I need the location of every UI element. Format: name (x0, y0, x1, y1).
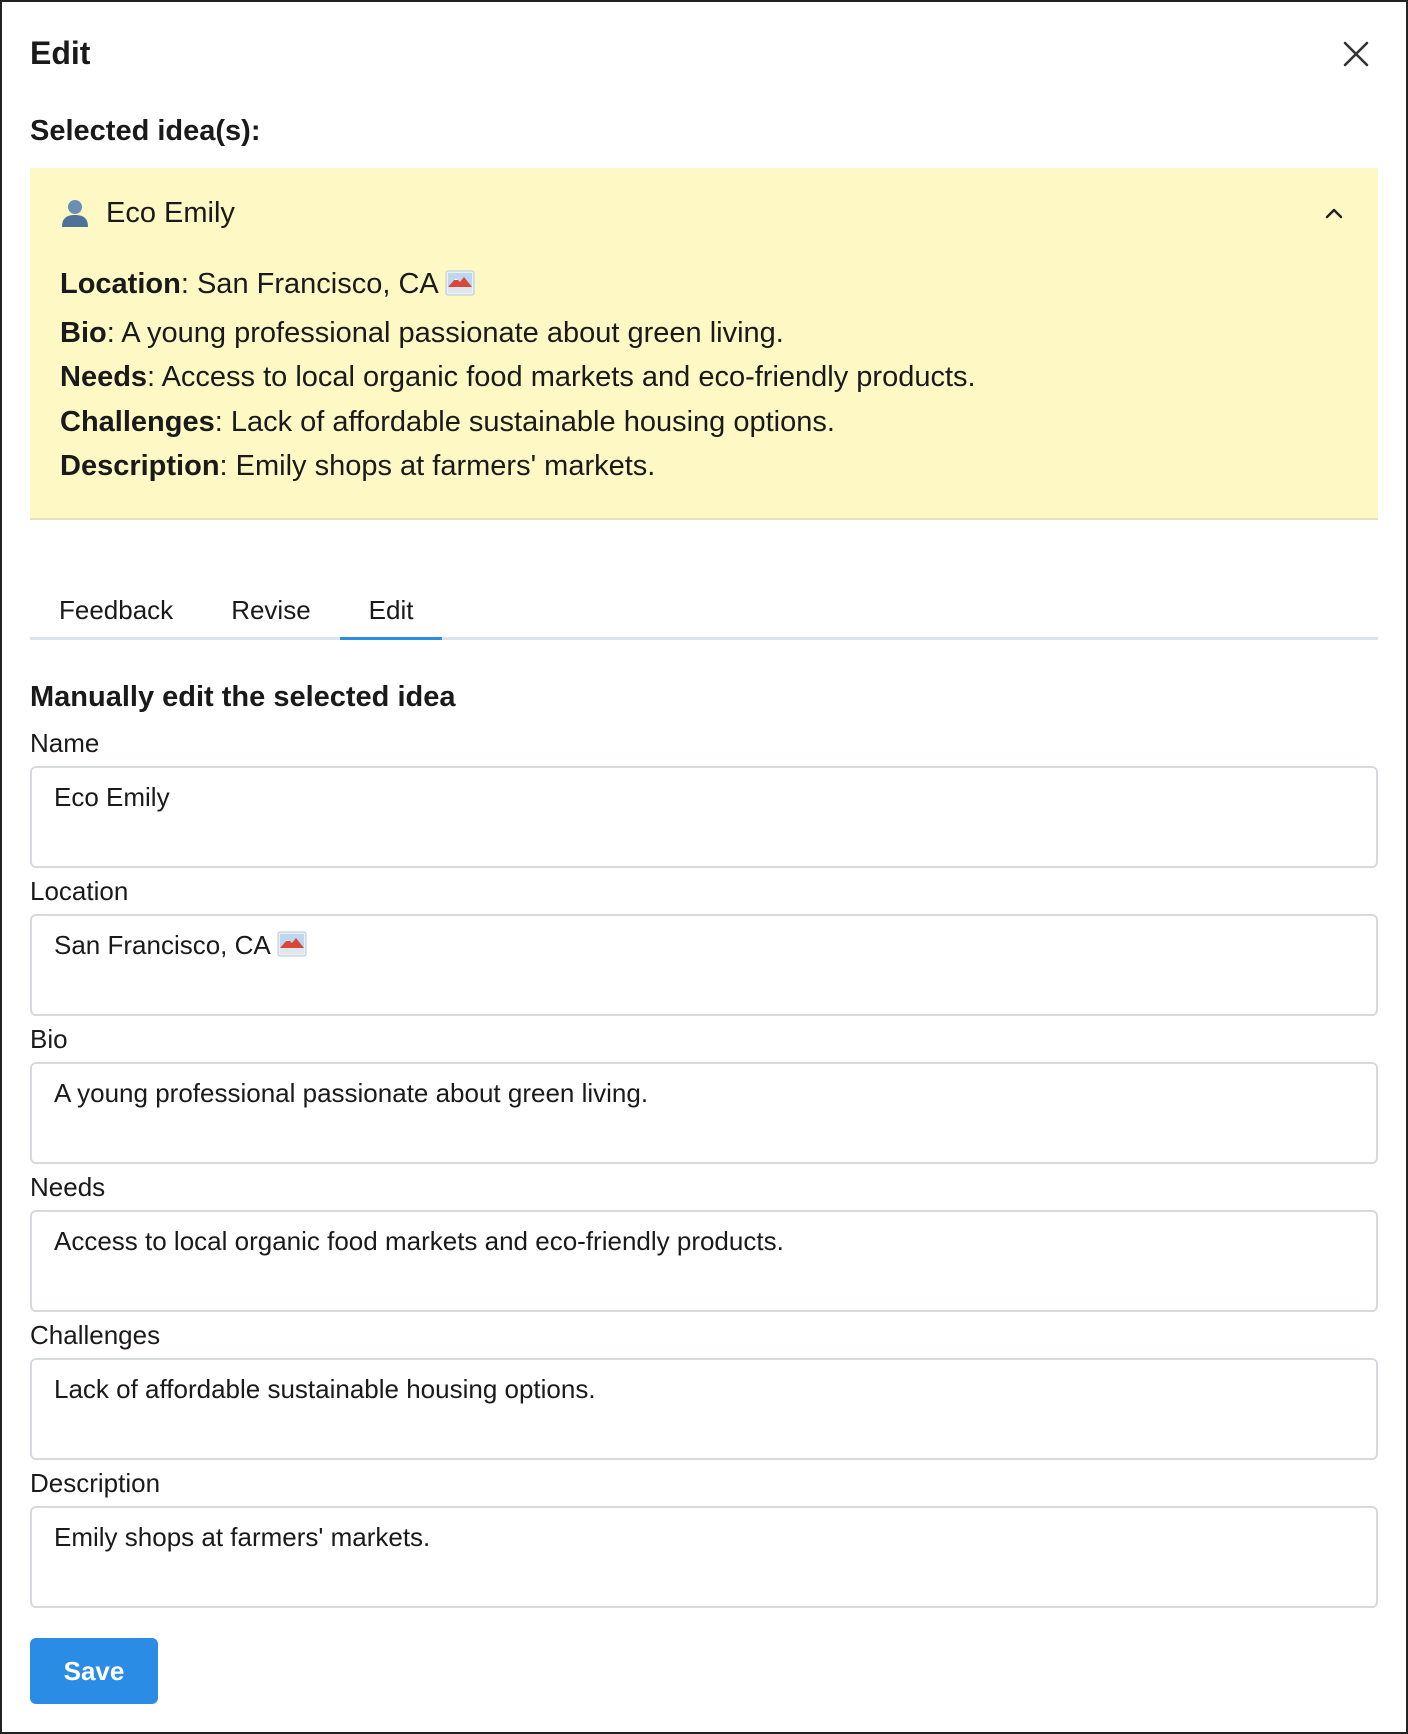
tab-revise[interactable]: Revise (231, 595, 311, 625)
location-label: Location (30, 876, 129, 906)
name-label: Name (30, 728, 100, 758)
dialog-title: Edit (30, 34, 91, 71)
needs-field[interactable]: Access to local organic food markets and eco-friendly products. (30, 1210, 1378, 1312)
idea-challenges: Challenges: Lack of affordable sustainable housing options. (60, 405, 835, 438)
challenges-label: Challenges (30, 1320, 161, 1350)
user-icon (60, 198, 90, 228)
description-field[interactable]: Emily shops at farmers' markets. (30, 1506, 1378, 1608)
selected-ideas-heading: Selected idea(s): (30, 115, 261, 147)
close-icon (1343, 41, 1369, 67)
idea-card-header[interactable] (60, 168, 1348, 258)
bio-label: Bio (30, 1024, 68, 1054)
bio-field[interactable]: A young professional passionate about green living. (30, 1062, 1378, 1164)
challenges-field[interactable]: Lack of affordable sustainable housing options. (30, 1358, 1378, 1460)
save-button[interactable]: Save (30, 1638, 158, 1704)
name-field[interactable]: Eco Emily (30, 766, 1378, 868)
needs-label: Needs (30, 1172, 106, 1202)
tab-bar (30, 584, 1378, 640)
tab-feedback[interactable]: Feedback (59, 595, 174, 625)
idea-needs: Needs: Access to local organic food markets and eco-friendly products. (60, 361, 976, 393)
idea-bio: Bio: A young professional passionate about green living. (60, 316, 784, 349)
idea-details (60, 258, 1348, 489)
idea-card (30, 168, 1378, 520)
map-emoji-icon (445, 266, 475, 311)
chevron-up-icon (1324, 206, 1344, 220)
dialog-header (30, 2, 1378, 106)
close-button[interactable] (1336, 34, 1376, 74)
map-emoji-icon (277, 930, 307, 965)
idea-description: Description: Emily shops at farmers' markets. (60, 450, 656, 482)
description-label: Description (30, 1468, 161, 1498)
collapse-button[interactable] (1318, 197, 1350, 229)
idea-name: Eco Emily (106, 196, 235, 229)
tab-edit[interactable]: Edit (340, 584, 443, 640)
form-title: Manually edit the selected idea (30, 681, 456, 713)
idea-location: Location: San Francisco, CA (60, 262, 1348, 311)
location-field[interactable]: San Francisco, CA (30, 914, 1378, 1016)
